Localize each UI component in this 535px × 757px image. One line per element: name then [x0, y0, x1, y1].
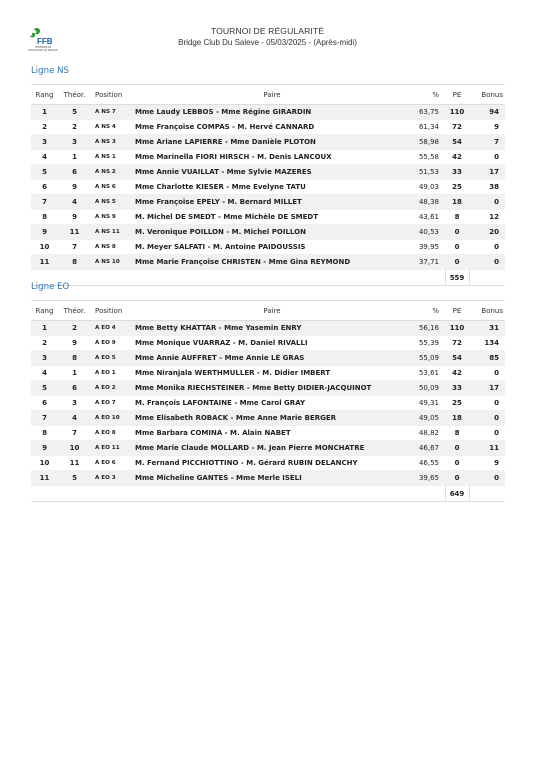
cell-pct: 46,67	[411, 441, 445, 456]
total-row	[31, 486, 505, 502]
cell-paire: Mme Micheline GANTES - Mme Merle ISELI	[133, 471, 411, 486]
cell-rang: 7	[31, 195, 58, 210]
cell-theor: 7	[58, 426, 91, 441]
cell-theor: 1	[58, 150, 91, 165]
cell-rang: 4	[31, 150, 58, 165]
cell-rang: 1	[31, 321, 58, 336]
cell-pct: 55,09	[411, 351, 445, 366]
cell-position: A NS 6	[91, 180, 133, 195]
col-rang: Rang	[31, 85, 58, 105]
cell-pct: 50,09	[411, 381, 445, 396]
col-paire: Paire	[133, 85, 411, 105]
cell-rang: 11	[31, 471, 58, 486]
total-empty-cell	[133, 270, 411, 286]
cell-position: A NS 4	[91, 120, 133, 135]
cell-theor: 7	[58, 240, 91, 255]
cell-bonus: 38	[469, 180, 505, 195]
cell-bonus: 17	[469, 165, 505, 180]
cell-rang: 5	[31, 381, 58, 396]
cell-position: A NS 11	[91, 225, 133, 240]
cell-rang: 8	[31, 426, 58, 441]
table-row	[31, 120, 505, 135]
cell-position: A NS 1	[91, 150, 133, 165]
cell-theor: 9	[58, 180, 91, 195]
cell-theor: 8	[58, 351, 91, 366]
cell-theor: 10	[58, 441, 91, 456]
cell-position: A EO 4	[91, 321, 133, 336]
table-row	[31, 426, 505, 441]
cell-rang: 3	[31, 351, 58, 366]
cell-pct: 55,58	[411, 150, 445, 165]
cell-position: A NS 5	[91, 195, 133, 210]
table-header-ns	[31, 85, 505, 105]
total-pe: 559	[445, 270, 469, 286]
total-empty-cell	[469, 270, 505, 286]
cell-paire: Mme Marie Claude MOLLARD - M. Jean Pierre MONCHATRE	[133, 441, 411, 456]
cell-paire: Mme Françoise EPELY - M. Bernard MILLET	[133, 195, 411, 210]
cell-bonus: 85	[469, 351, 505, 366]
cell-pe: 110	[445, 105, 469, 120]
cell-theor: 3	[58, 135, 91, 150]
cell-pe: 8	[445, 426, 469, 441]
cell-rang: 7	[31, 411, 58, 426]
cell-theor: 1	[58, 366, 91, 381]
cell-bonus: 17	[469, 381, 505, 396]
cell-pe: 25	[445, 396, 469, 411]
col-rang: Rang	[31, 301, 58, 321]
table-row	[31, 195, 505, 210]
cell-paire: Mme Betty KHATTAR - Mme Yasemin ENRY	[133, 321, 411, 336]
cell-bonus: 0	[469, 240, 505, 255]
total-empty-cell	[411, 270, 445, 286]
cell-bonus: 12	[469, 210, 505, 225]
cell-pe: 72	[445, 336, 469, 351]
section-title-ns: Ligne NS	[31, 66, 69, 76]
table-row	[31, 180, 505, 195]
total-empty-cell	[91, 270, 133, 286]
cell-rang: 2	[31, 120, 58, 135]
cell-theor: 6	[58, 165, 91, 180]
col-pct: %	[411, 85, 445, 105]
table-row	[31, 105, 505, 120]
cell-paire: Mme Niranjala WERTHMULLER - M. Didier IMBERT	[133, 366, 411, 381]
cell-bonus: 0	[469, 411, 505, 426]
cell-rang: 5	[31, 165, 58, 180]
table-row	[31, 255, 505, 270]
cell-position: A EO 5	[91, 351, 133, 366]
cell-pct: 40,53	[411, 225, 445, 240]
cell-pe: 0	[445, 255, 469, 270]
cell-position: A EO 2	[91, 381, 133, 396]
cell-theor: 4	[58, 411, 91, 426]
table-row	[31, 441, 505, 456]
cell-bonus: 9	[469, 456, 505, 471]
tournament-subtitle: Bridge Club Du Saleve - 05/03/2025 - (Après-midi)	[178, 38, 357, 47]
total-empty-cell	[133, 486, 411, 502]
col-bonus: Bonus	[469, 301, 505, 321]
cell-bonus: 0	[469, 426, 505, 441]
cell-paire: Mme Ariane LAPIERRE - Mme Danièle PLOTON	[133, 135, 411, 150]
table-header-eo	[31, 301, 505, 321]
table-row	[31, 336, 505, 351]
cell-pct: 39,95	[411, 240, 445, 255]
cell-paire: M. Michel DE SMEDT - Mme Michèle DE SMEDT	[133, 210, 411, 225]
cell-rang: 2	[31, 336, 58, 351]
cell-rang: 4	[31, 366, 58, 381]
table-row	[31, 165, 505, 180]
results-table-eo	[31, 300, 505, 502]
cell-paire: Mme Laudy LEBBOS - Mme Régine GIRARDIN	[133, 105, 411, 120]
col-pct: %	[411, 301, 445, 321]
cell-pe: 8	[445, 210, 469, 225]
cell-paire: Mme Charlotte KIESER - Mme Evelyne TATU	[133, 180, 411, 195]
cell-rang: 9	[31, 441, 58, 456]
cell-paire: Mme Annie AUFFRET - Mme Annie LE GRAS	[133, 351, 411, 366]
cell-pct: 43,61	[411, 210, 445, 225]
cell-theor: 2	[58, 120, 91, 135]
cell-pct: 56,16	[411, 321, 445, 336]
cell-theor: 5	[58, 105, 91, 120]
table-row	[31, 456, 505, 471]
col-theor: Théor.	[58, 301, 91, 321]
total-pe: 649	[445, 486, 469, 502]
col-position: Position	[91, 85, 133, 105]
cell-paire: Mme Marinella FIORI HIRSCH - M. Denis LANCOUX	[133, 150, 411, 165]
cell-bonus: 9	[469, 120, 505, 135]
cell-pct: 39,65	[411, 471, 445, 486]
cell-pe: 0	[445, 225, 469, 240]
total-empty-cell	[411, 486, 445, 502]
cell-bonus: 134	[469, 336, 505, 351]
col-paire: Paire	[133, 301, 411, 321]
cell-bonus: 0	[469, 471, 505, 486]
table-row	[31, 381, 505, 396]
cell-rang: 3	[31, 135, 58, 150]
cell-bonus: 31	[469, 321, 505, 336]
cell-pe: 25	[445, 180, 469, 195]
cell-position: A EO 6	[91, 456, 133, 471]
cell-theor: 8	[58, 255, 91, 270]
cell-pct: 61,34	[411, 120, 445, 135]
cell-paire: M. Meyer SALFATI - M. Antoine PAIDOUSSIS	[133, 240, 411, 255]
cell-theor: 2	[58, 321, 91, 336]
cell-pe: 0	[445, 456, 469, 471]
cell-pct: 48,82	[411, 426, 445, 441]
cell-pct: 49,05	[411, 411, 445, 426]
cell-pe: 0	[445, 240, 469, 255]
cell-position: A NS 9	[91, 210, 133, 225]
cell-pct: 53,61	[411, 366, 445, 381]
table-body-eo	[31, 321, 505, 502]
cell-position: A NS 7	[91, 105, 133, 120]
total-row	[31, 270, 505, 286]
cell-paire: Mme Elisabeth ROBACK - Mme Anne Marie BERGER	[133, 411, 411, 426]
cell-pe: 54	[445, 135, 469, 150]
page-header	[0, 26, 535, 47]
cell-pe: 18	[445, 195, 469, 210]
col-bonus: Bonus	[469, 85, 505, 105]
table-row	[31, 396, 505, 411]
cell-position: A NS 3	[91, 135, 133, 150]
cell-theor: 9	[58, 210, 91, 225]
cell-position: A EO 3	[91, 471, 133, 486]
cell-bonus: 0	[469, 150, 505, 165]
cell-bonus: 94	[469, 105, 505, 120]
cell-pe: 0	[445, 471, 469, 486]
cell-bonus: 11	[469, 441, 505, 456]
cell-paire: Mme Monique VUARRAZ - M. Daniel RIVALLI	[133, 336, 411, 351]
cell-position: A NS 2	[91, 165, 133, 180]
cell-theor: 5	[58, 471, 91, 486]
cell-position: A NS 10	[91, 255, 133, 270]
col-pe: PE	[445, 301, 469, 321]
cell-bonus: 0	[469, 396, 505, 411]
total-empty-cell	[58, 486, 91, 502]
tournament-title: TOURNOI DE RÉGULARITÉ	[210, 26, 325, 36]
cell-pe: 42	[445, 366, 469, 381]
cell-rang: 10	[31, 456, 58, 471]
cell-pct: 46,55	[411, 456, 445, 471]
ffb-logo-text: FFB	[37, 37, 53, 46]
cell-pe: 54	[445, 351, 469, 366]
table-row	[31, 411, 505, 426]
cell-theor: 11	[58, 456, 91, 471]
cell-rang: 1	[31, 105, 58, 120]
cell-theor: 3	[58, 396, 91, 411]
table-row	[31, 225, 505, 240]
cell-bonus: 20	[469, 225, 505, 240]
cell-position: A EO 1	[91, 366, 133, 381]
cell-pct: 37,71	[411, 255, 445, 270]
cell-position: A EO 10	[91, 411, 133, 426]
cell-theor: 4	[58, 195, 91, 210]
table-row	[31, 240, 505, 255]
total-empty-cell	[91, 486, 133, 502]
cell-rang: 11	[31, 255, 58, 270]
table-row	[31, 366, 505, 381]
cell-rang: 8	[31, 210, 58, 225]
cell-pe: 33	[445, 381, 469, 396]
cell-pe: 72	[445, 120, 469, 135]
cell-position: A EO 8	[91, 426, 133, 441]
cell-paire: M. Fernand PICCHIOTTINO - M. Gérard RUBIN DELANCHY	[133, 456, 411, 471]
cell-position: A NS 8	[91, 240, 133, 255]
cell-paire: Mme Barbara COMINA - M. Alain NABET	[133, 426, 411, 441]
cell-bonus: 0	[469, 195, 505, 210]
cell-rang: 9	[31, 225, 58, 240]
cell-paire: Mme Françoise COMPAS - M. Hervé CANNARD	[133, 120, 411, 135]
cell-rang: 6	[31, 396, 58, 411]
cell-pe: 33	[445, 165, 469, 180]
cell-rang: 10	[31, 240, 58, 255]
cell-pct: 51,53	[411, 165, 445, 180]
cell-theor: 9	[58, 336, 91, 351]
total-empty-cell	[31, 486, 58, 502]
table-row	[31, 135, 505, 150]
cell-theor: 6	[58, 381, 91, 396]
cell-pe: 110	[445, 321, 469, 336]
cell-pct: 49,03	[411, 180, 445, 195]
cell-pct: 63,75	[411, 105, 445, 120]
cell-position: A EO 11	[91, 441, 133, 456]
cell-pct: 55,39	[411, 336, 445, 351]
cell-pct: 49,31	[411, 396, 445, 411]
cell-theor: 11	[58, 225, 91, 240]
col-theor: Théor.	[58, 85, 91, 105]
table-row	[31, 471, 505, 486]
cell-pe: 42	[445, 150, 469, 165]
cell-position: A EO 9	[91, 336, 133, 351]
results-table-ns	[31, 84, 505, 286]
total-empty-cell	[469, 486, 505, 502]
cell-bonus: 7	[469, 135, 505, 150]
cell-bonus: 0	[469, 366, 505, 381]
cell-paire: Mme Monika RIECHSTEINER - Mme Betty DIDIER-JACQUINOT	[133, 381, 411, 396]
table-row	[31, 150, 505, 165]
cell-rang: 6	[31, 180, 58, 195]
table-row	[31, 321, 505, 336]
cell-paire: Mme Marie Françoise CHRISTEN - Mme Gina REYMOND	[133, 255, 411, 270]
table-row	[31, 351, 505, 366]
cell-paire: Mme Annie VUAILLAT - Mme Sylvie MAZERES	[133, 165, 411, 180]
cell-pe: 0	[445, 441, 469, 456]
cell-pe: 18	[445, 411, 469, 426]
ffb-logo-caption: FÉDÉRATION FRANÇAISE DE BRIDGE	[28, 46, 58, 52]
cell-pct: 48,38	[411, 195, 445, 210]
table-row	[31, 210, 505, 225]
section-title-eo: Ligne EO	[31, 282, 70, 292]
cell-paire: M. Veronique POILLON - M. Michel POILLON	[133, 225, 411, 240]
cell-bonus: 0	[469, 255, 505, 270]
col-position: Position	[91, 301, 133, 321]
cell-position: A EO 7	[91, 396, 133, 411]
table-body-ns	[31, 105, 505, 286]
col-pe: PE	[445, 85, 469, 105]
cell-paire: M. François LAFONTAINE - Mme Carol GRAY	[133, 396, 411, 411]
cell-pct: 58,98	[411, 135, 445, 150]
